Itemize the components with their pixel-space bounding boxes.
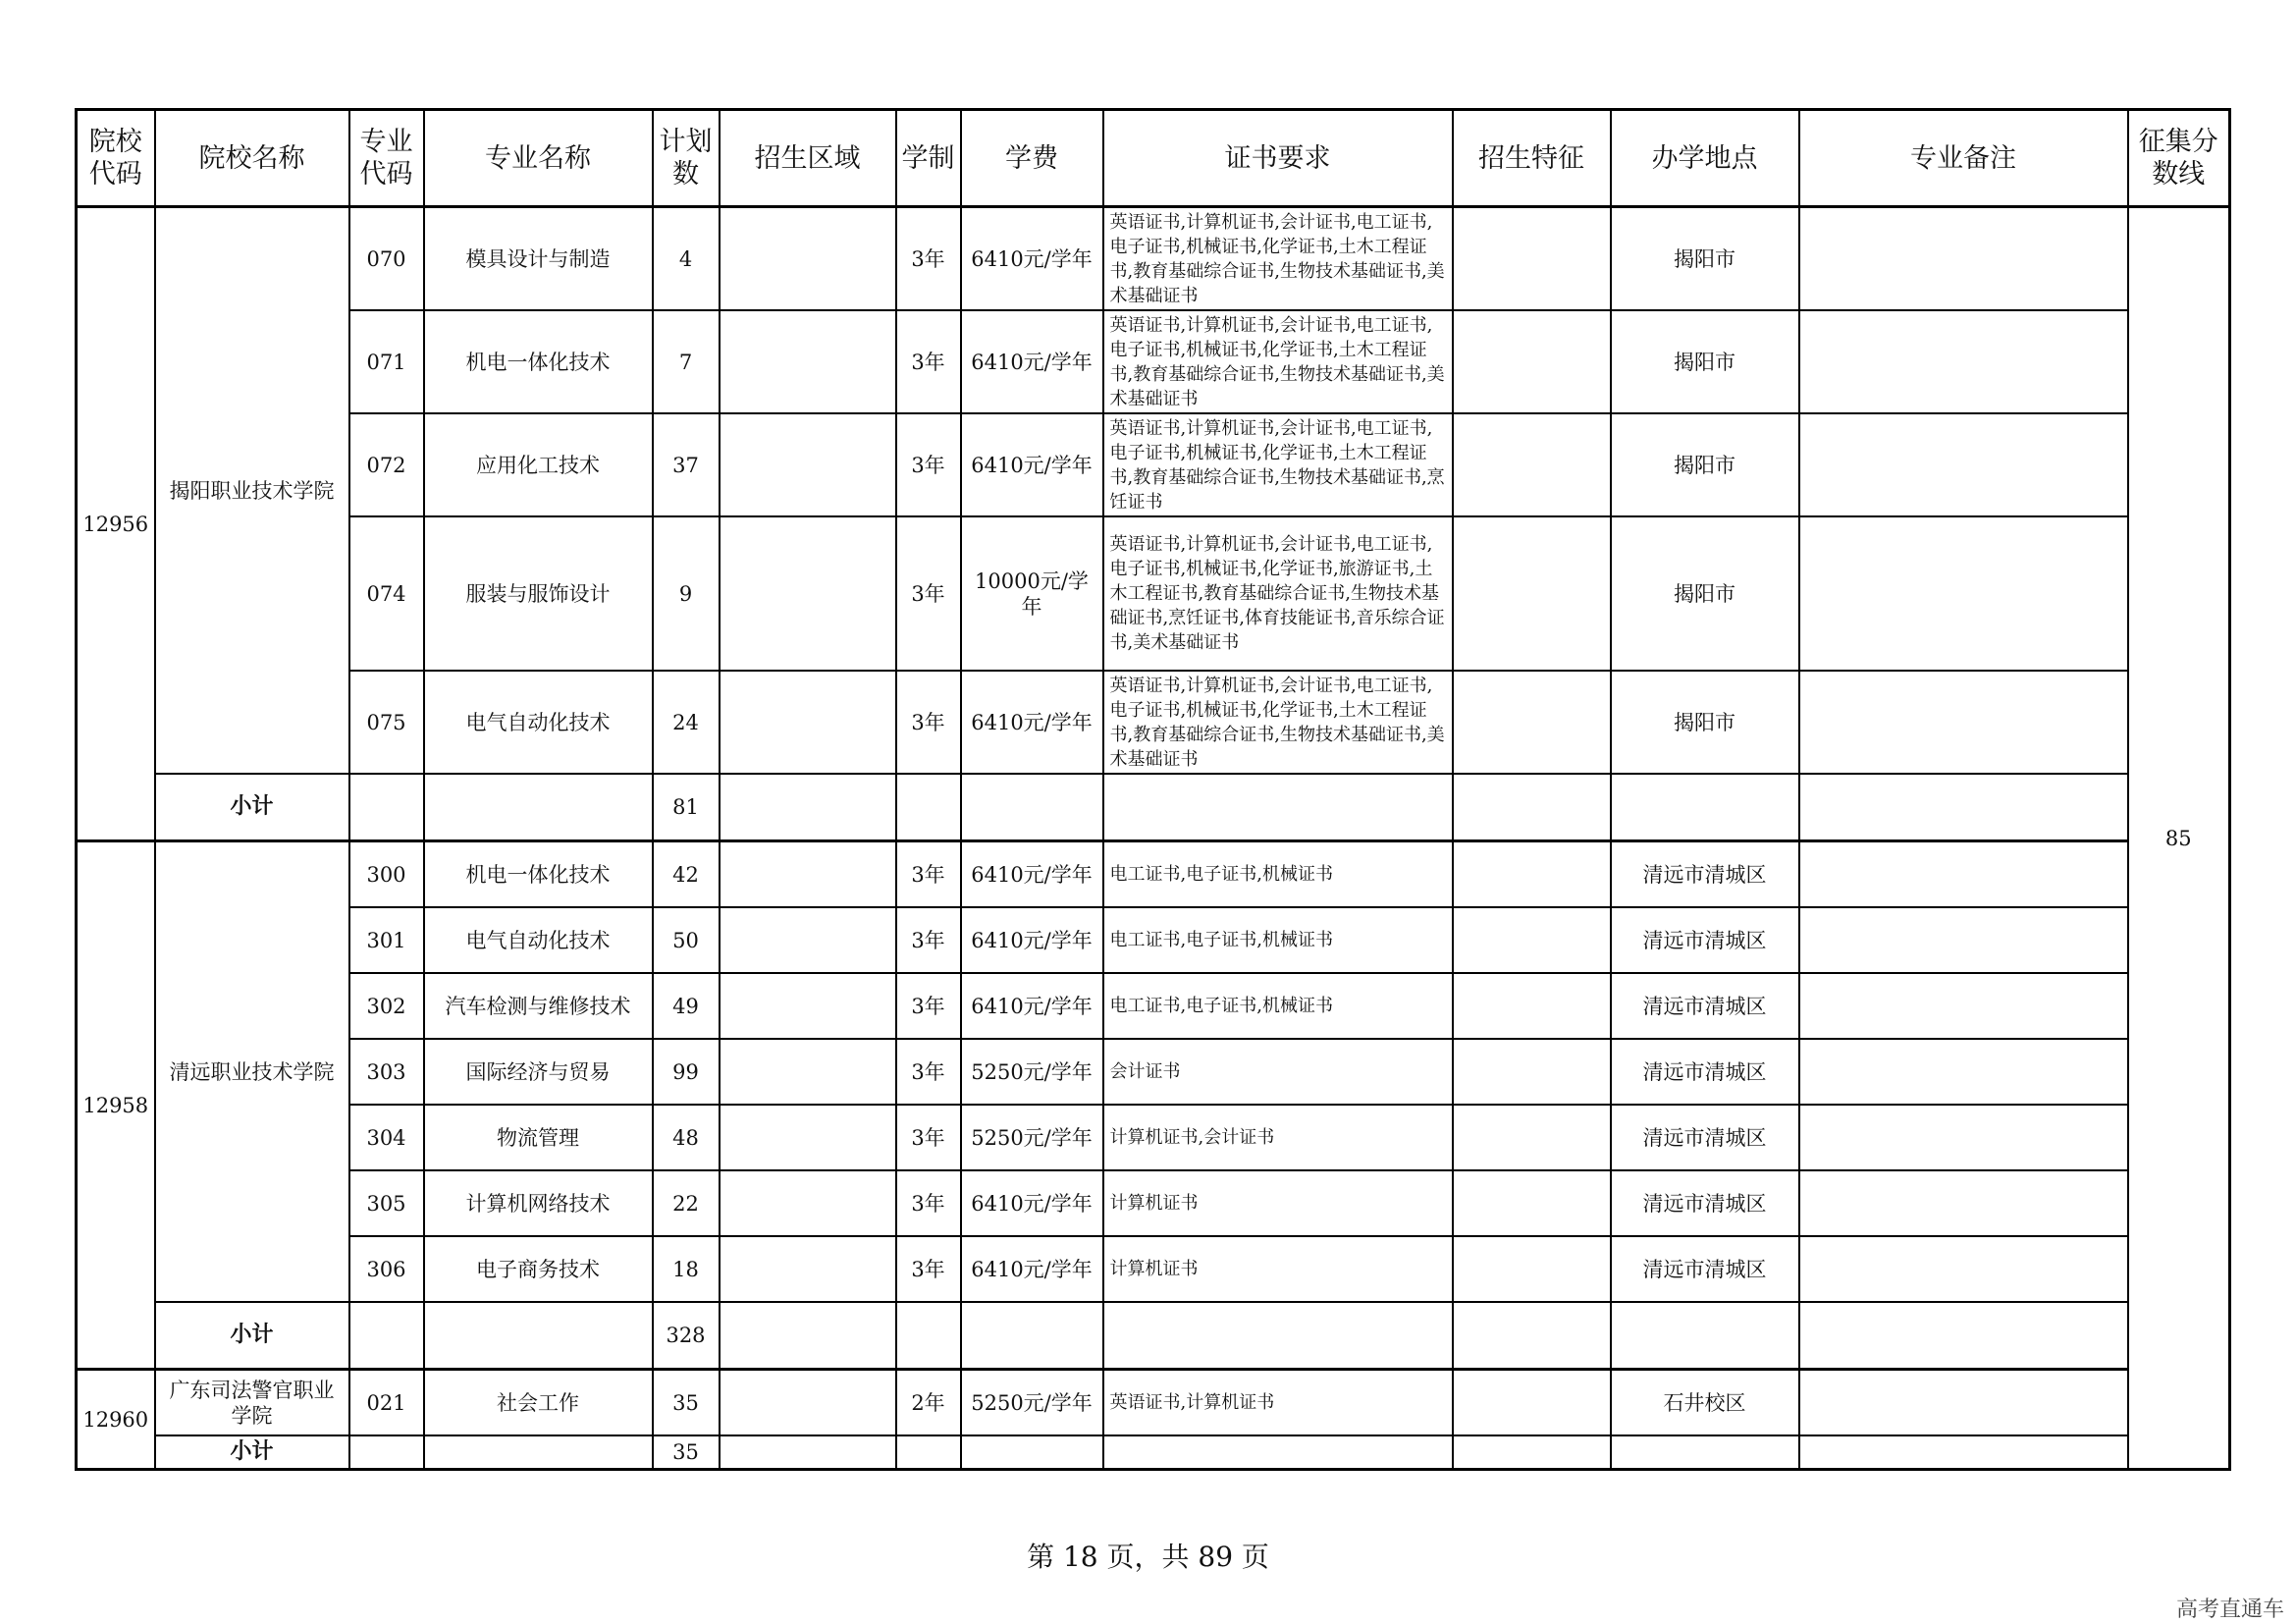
area [720, 310, 896, 413]
area [720, 1370, 896, 1436]
fee: 5250元/学年 [961, 1370, 1103, 1436]
major-code: 303 [349, 1039, 424, 1105]
fee: 10000元/学年 [961, 516, 1103, 671]
school-code: 12960 [77, 1370, 155, 1470]
duration: 3年 [896, 841, 961, 908]
cert-requirement: 会计证书 [1103, 1039, 1453, 1105]
feature [1453, 207, 1611, 311]
subtotal-row [77, 774, 2230, 841]
enrollment-table [75, 108, 2231, 1471]
fee: 6410元/学年 [961, 310, 1103, 413]
table-row [77, 413, 2230, 516]
major-name: 汽车检测与维修技术 [424, 973, 653, 1039]
cert-requirement: 英语证书,计算机证书 [1103, 1370, 1453, 1436]
feature [1453, 907, 1611, 973]
empty-cell [720, 774, 896, 841]
plan-count: 35 [653, 1370, 720, 1436]
area [720, 1039, 896, 1105]
table-row [77, 310, 2230, 413]
empty-cell [896, 1435, 961, 1470]
major-code: 304 [349, 1105, 424, 1170]
table-row [77, 671, 2230, 774]
duration: 3年 [896, 973, 961, 1039]
remark [1799, 516, 2128, 671]
empty-cell [961, 1302, 1103, 1370]
feature [1453, 973, 1611, 1039]
school-name: 广东司法警官职业学院 [155, 1370, 349, 1436]
cert-requirement: 计算机证书 [1103, 1170, 1453, 1236]
major-name: 模具设计与制造 [424, 207, 653, 311]
duration: 3年 [896, 671, 961, 774]
duration: 3年 [896, 207, 961, 311]
duration: 3年 [896, 310, 961, 413]
subtotal-value: 35 [653, 1435, 720, 1470]
cert-requirement: 英语证书,计算机证书,会计证书,电工证书,电子证书,机械证书,化学证书,土木工程证书,教育基础综合证书,生物技术基础证书,烹饪证书 [1103, 413, 1453, 516]
subtotal-label: 小计 [155, 1302, 349, 1370]
empty-cell [1453, 1302, 1611, 1370]
table-row [77, 1039, 2230, 1105]
fee: 6410元/学年 [961, 413, 1103, 516]
school-name: 清远职业技术学院 [155, 841, 349, 1303]
fee: 5250元/学年 [961, 1105, 1103, 1170]
major-name: 电子商务技术 [424, 1236, 653, 1302]
fee: 6410元/学年 [961, 907, 1103, 973]
school-name: 揭阳职业技术学院 [155, 207, 349, 775]
remark [1799, 973, 2128, 1039]
major-name: 机电一体化技术 [424, 310, 653, 413]
feature [1453, 1370, 1611, 1436]
empty-cell [896, 1302, 961, 1370]
location: 清远市清城区 [1611, 1039, 1799, 1105]
table-row [77, 1105, 2230, 1170]
empty-cell [1611, 774, 1799, 841]
header-location: 办学地点 [1611, 110, 1799, 207]
table-row [77, 207, 2230, 311]
area [720, 1105, 896, 1170]
cert-requirement: 计算机证书,会计证书 [1103, 1105, 1453, 1170]
major-code: 074 [349, 516, 424, 671]
area [720, 907, 896, 973]
major-name: 社会工作 [424, 1370, 653, 1436]
major-code: 071 [349, 310, 424, 413]
empty-cell [1453, 774, 1611, 841]
cert-requirement: 英语证书,计算机证书,会计证书,电工证书,电子证书,机械证书,化学证书,土木工程证书,教育基础综合证书,生物技术基础证书,美术基础证书 [1103, 310, 1453, 413]
header-remark: 专业备注 [1799, 110, 2128, 207]
fee: 6410元/学年 [961, 841, 1103, 908]
plan-count: 42 [653, 841, 720, 908]
feature [1453, 671, 1611, 774]
empty-cell [1799, 1302, 2128, 1370]
header-cert: 证书要求 [1103, 110, 1453, 207]
plan-count: 50 [653, 907, 720, 973]
empty-cell [720, 1302, 896, 1370]
empty-cell [1611, 1302, 1799, 1370]
empty-cell [1103, 1435, 1453, 1470]
feature [1453, 310, 1611, 413]
empty-cell [1103, 774, 1453, 841]
major-code: 072 [349, 413, 424, 516]
location: 清远市清城区 [1611, 841, 1799, 908]
empty-cell [349, 774, 424, 841]
duration: 3年 [896, 1170, 961, 1236]
area [720, 1170, 896, 1236]
plan-count: 24 [653, 671, 720, 774]
duration: 3年 [896, 1105, 961, 1170]
major-name: 物流管理 [424, 1105, 653, 1170]
plan-count: 48 [653, 1105, 720, 1170]
table-row [77, 973, 2230, 1039]
feature [1453, 516, 1611, 671]
location: 清远市清城区 [1611, 907, 1799, 973]
header-school-code: 院校代码 [77, 110, 155, 207]
remark [1799, 1370, 2128, 1436]
location: 揭阳市 [1611, 413, 1799, 516]
major-code: 300 [349, 841, 424, 908]
remark [1799, 1105, 2128, 1170]
location: 清远市清城区 [1611, 973, 1799, 1039]
subtotal-label: 小计 [155, 774, 349, 841]
table-row [77, 516, 2230, 671]
header-fee: 学费 [961, 110, 1103, 207]
empty-cell [424, 1435, 653, 1470]
cert-requirement: 电工证书,电子证书,机械证书 [1103, 841, 1453, 908]
watermark: 高考直通车 [2175, 1597, 2284, 1622]
header-cutoff: 征集分数线 [2128, 110, 2230, 207]
empty-cell [961, 1435, 1103, 1470]
remark [1799, 1039, 2128, 1105]
cert-requirement: 计算机证书 [1103, 1236, 1453, 1302]
header-plan: 计划数 [653, 110, 720, 207]
cert-requirement: 电工证书,电子证书,机械证书 [1103, 973, 1453, 1039]
location: 揭阳市 [1611, 671, 1799, 774]
area [720, 413, 896, 516]
major-name: 机电一体化技术 [424, 841, 653, 908]
subtotal-row [77, 1435, 2230, 1470]
remark [1799, 413, 2128, 516]
subtotal-label: 小计 [155, 1435, 349, 1470]
plan-count: 99 [653, 1039, 720, 1105]
empty-cell [1453, 1435, 1611, 1470]
empty-cell [424, 1302, 653, 1370]
subtotal-row [77, 1302, 2230, 1370]
school-code: 12956 [77, 207, 155, 841]
fee: 6410元/学年 [961, 1170, 1103, 1236]
empty-cell [424, 774, 653, 841]
table-row [77, 1236, 2230, 1302]
major-name: 计算机网络技术 [424, 1170, 653, 1236]
cert-requirement: 英语证书,计算机证书,会计证书,电工证书,电子证书,机械证书,化学证书,旅游证书,土木工程证书,教育基础综合证书,生物技术基础证书,烹饪证书,体育技能证书,音乐综合证书,美术基础证书 [1103, 516, 1453, 671]
fee: 6410元/学年 [961, 973, 1103, 1039]
location: 清远市清城区 [1611, 1236, 1799, 1302]
location: 石井校区 [1611, 1370, 1799, 1436]
location: 揭阳市 [1611, 207, 1799, 311]
subtotal-value: 328 [653, 1302, 720, 1370]
feature [1453, 413, 1611, 516]
header-area: 招生区域 [720, 110, 896, 207]
plan-count: 7 [653, 310, 720, 413]
area [720, 841, 896, 908]
page-number: 第 18 页，共 89 页 [1027, 1541, 1269, 1573]
major-name: 国际经济与贸易 [424, 1039, 653, 1105]
duration: 3年 [896, 1236, 961, 1302]
header-row [77, 110, 2230, 207]
location: 揭阳市 [1611, 516, 1799, 671]
table-row [77, 841, 2230, 908]
area [720, 1236, 896, 1302]
header-major-name: 专业名称 [424, 110, 653, 207]
area [720, 671, 896, 774]
major-code: 075 [349, 671, 424, 774]
remark [1799, 671, 2128, 774]
plan-count: 37 [653, 413, 720, 516]
duration: 3年 [896, 1039, 961, 1105]
location: 清远市清城区 [1611, 1105, 1799, 1170]
major-code: 070 [349, 207, 424, 311]
header-duration: 学制 [896, 110, 961, 207]
plan-count: 22 [653, 1170, 720, 1236]
area [720, 973, 896, 1039]
location: 揭阳市 [1611, 310, 1799, 413]
duration: 3年 [896, 413, 961, 516]
plan-count: 4 [653, 207, 720, 311]
cert-requirement: 英语证书,计算机证书,会计证书,电工证书,电子证书,机械证书,化学证书,土木工程证书,教育基础综合证书,生物技术基础证书,美术基础证书 [1103, 207, 1453, 311]
duration: 3年 [896, 516, 961, 671]
remark [1799, 310, 2128, 413]
header-feature: 招生特征 [1453, 110, 1611, 207]
header-school-name: 院校名称 [155, 110, 349, 207]
major-code: 305 [349, 1170, 424, 1236]
subtotal-value: 81 [653, 774, 720, 841]
feature [1453, 1105, 1611, 1170]
plan-count: 49 [653, 973, 720, 1039]
cutoff-score: 85 [2128, 207, 2230, 1470]
fee: 6410元/学年 [961, 207, 1103, 311]
table-row [77, 1370, 2230, 1436]
fee: 5250元/学年 [961, 1039, 1103, 1105]
major-code: 306 [349, 1236, 424, 1302]
major-code: 302 [349, 973, 424, 1039]
empty-cell [1611, 1435, 1799, 1470]
fee: 6410元/学年 [961, 671, 1103, 774]
feature [1453, 841, 1611, 908]
empty-cell [896, 774, 961, 841]
major-code: 021 [349, 1370, 424, 1436]
major-code: 301 [349, 907, 424, 973]
area [720, 516, 896, 671]
empty-cell [349, 1302, 424, 1370]
remark [1799, 207, 2128, 311]
feature [1453, 1236, 1611, 1302]
location: 清远市清城区 [1611, 1170, 1799, 1236]
fee: 6410元/学年 [961, 1236, 1103, 1302]
empty-cell [961, 774, 1103, 841]
remark [1799, 841, 2128, 908]
major-name: 应用化工技术 [424, 413, 653, 516]
empty-cell [720, 1435, 896, 1470]
header-major-code: 专业代码 [349, 110, 424, 207]
remark [1799, 1170, 2128, 1236]
empty-cell [1103, 1302, 1453, 1370]
remark [1799, 1236, 2128, 1302]
empty-cell [1799, 774, 2128, 841]
duration: 3年 [896, 907, 961, 973]
major-name: 服装与服饰设计 [424, 516, 653, 671]
major-name: 电气自动化技术 [424, 907, 653, 973]
plan-count: 9 [653, 516, 720, 671]
cert-requirement: 英语证书,计算机证书,会计证书,电工证书,电子证书,机械证书,化学证书,土木工程证书,教育基础综合证书,生物技术基础证书,美术基础证书 [1103, 671, 1453, 774]
feature [1453, 1170, 1611, 1236]
empty-cell [1799, 1435, 2128, 1470]
table-row [77, 1170, 2230, 1236]
duration: 2年 [896, 1370, 961, 1436]
table-row [77, 907, 2230, 973]
feature [1453, 1039, 1611, 1105]
major-name: 电气自动化技术 [424, 671, 653, 774]
empty-cell [349, 1435, 424, 1470]
plan-count: 18 [653, 1236, 720, 1302]
area [720, 207, 896, 311]
school-code: 12958 [77, 841, 155, 1370]
cert-requirement: 电工证书,电子证书,机械证书 [1103, 907, 1453, 973]
remark [1799, 907, 2128, 973]
